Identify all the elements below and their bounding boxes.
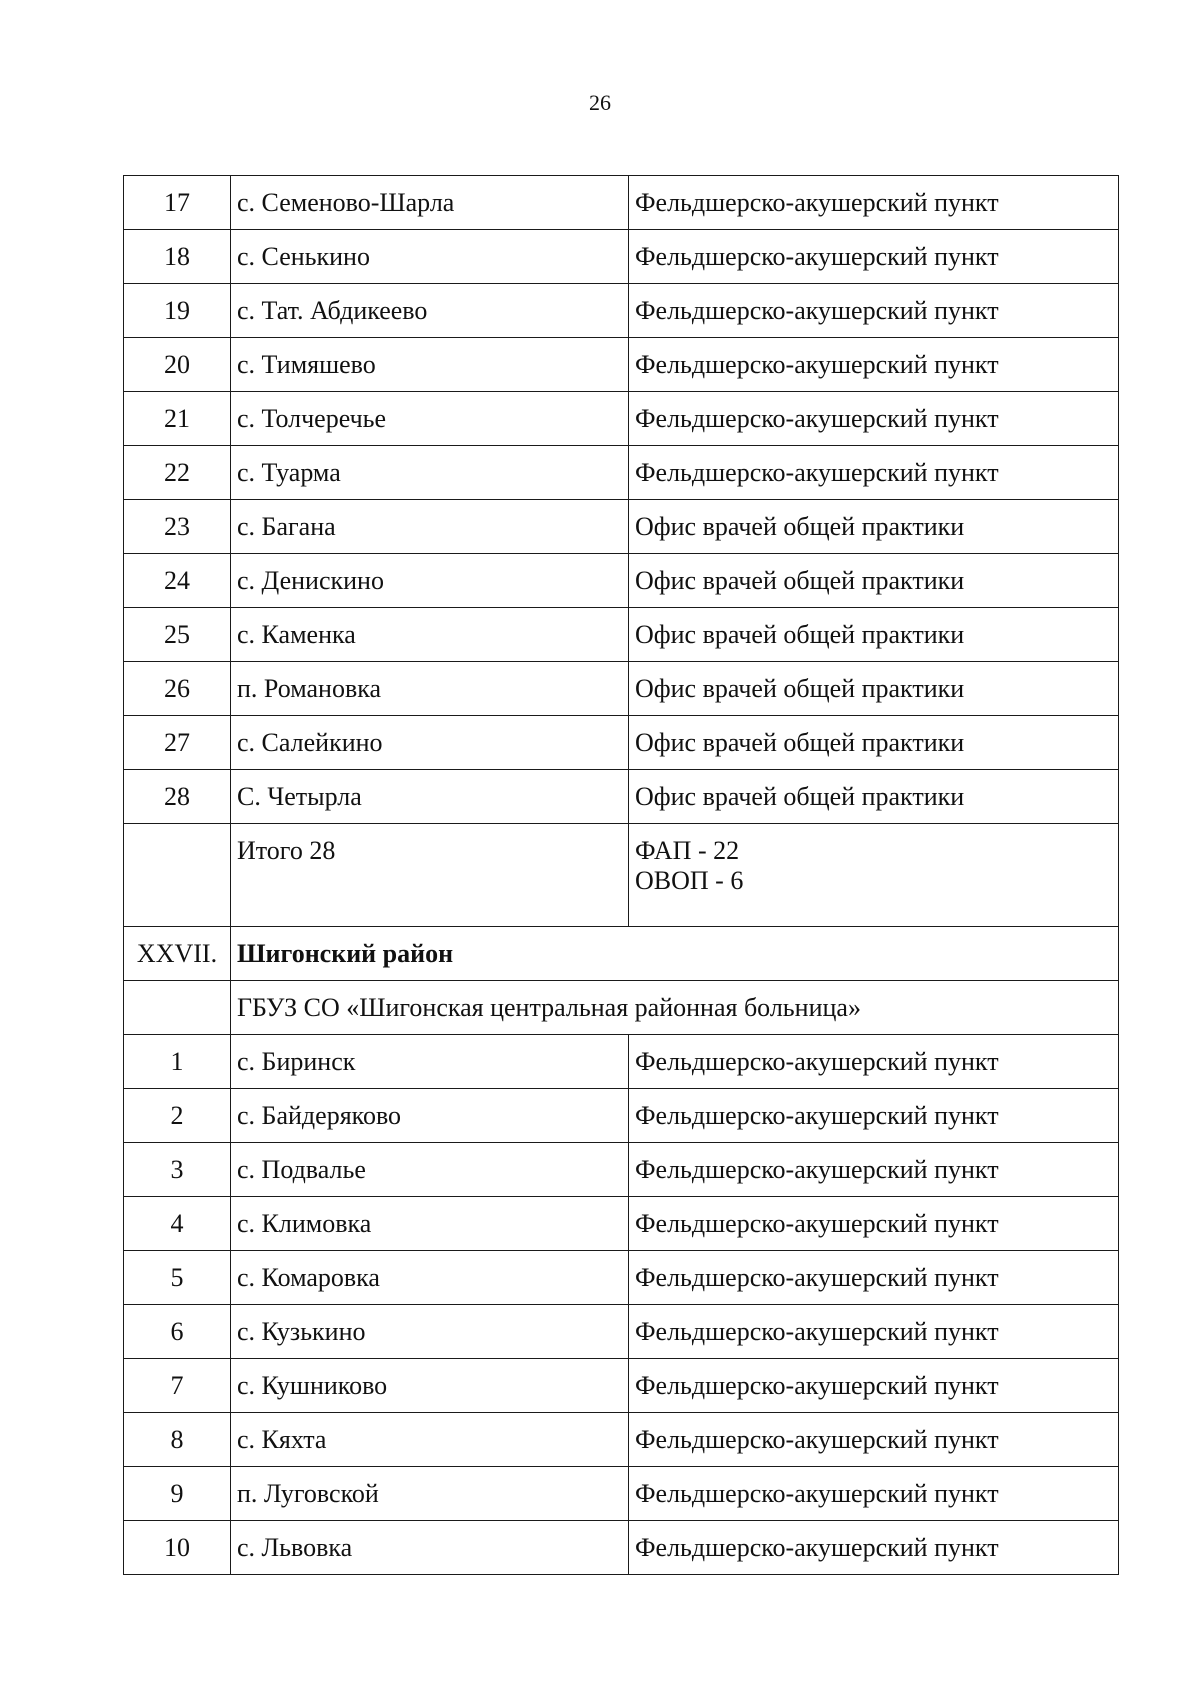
row-number: 8	[124, 1413, 231, 1467]
table-row	[124, 1035, 1119, 1089]
institution-row	[124, 981, 1119, 1035]
facilities-table	[123, 175, 1119, 1575]
facility-type: Офис врачей общей практики	[629, 770, 1119, 824]
total-empty-cell	[124, 824, 231, 927]
section-number: XXVII.	[124, 927, 231, 981]
section-header-row	[124, 927, 1119, 981]
facility-type: Фельдшерско-акушерский пункт	[629, 1143, 1119, 1197]
row-number: 10	[124, 1521, 231, 1575]
row-number: 6	[124, 1305, 231, 1359]
settlement-name: с. Кузькино	[231, 1305, 629, 1359]
table-row	[124, 1089, 1119, 1143]
facility-type: Фельдшерско-акушерский пункт	[629, 1089, 1119, 1143]
facility-type: Фельдшерско-акушерский пункт	[629, 1521, 1119, 1575]
row-number: 22	[124, 446, 231, 500]
total-fap-count: ФАП - 22	[635, 836, 740, 865]
total-ovop-count: ОВОП - 6	[635, 866, 744, 895]
facility-type: Фельдшерско-акушерский пункт	[629, 176, 1119, 230]
table-row	[124, 1197, 1119, 1251]
settlement-name: с. Толчеречье	[231, 392, 629, 446]
institution-name: ГБУЗ СО «Шигонская центральная районная больница»	[231, 981, 1119, 1035]
facility-type: Фельдшерско-акушерский пункт	[629, 392, 1119, 446]
table-row	[124, 1305, 1119, 1359]
settlement-name: с. Львовка	[231, 1521, 629, 1575]
facility-type: Фельдшерско-акушерский пункт	[629, 1305, 1119, 1359]
page-number: 26	[589, 90, 611, 115]
total-breakdown	[629, 824, 1119, 927]
facility-type: Фельдшерско-акушерский пункт	[629, 284, 1119, 338]
table-row	[124, 392, 1119, 446]
table-row	[124, 176, 1119, 230]
settlement-name: с. Багана	[231, 500, 629, 554]
row-number: 3	[124, 1143, 231, 1197]
facility-type: Офис врачей общей практики	[629, 554, 1119, 608]
settlement-name: с. Тимяшево	[231, 338, 629, 392]
settlement-name: с. Сенькино	[231, 230, 629, 284]
facility-type: Фельдшерско-акушерский пункт	[629, 1413, 1119, 1467]
table-row	[124, 770, 1119, 824]
settlement-name: с. Денискино	[231, 554, 629, 608]
row-number: 7	[124, 1359, 231, 1413]
facility-type: Фельдшерско-акушерский пункт	[629, 338, 1119, 392]
row-number: 27	[124, 716, 231, 770]
row-number: 26	[124, 662, 231, 716]
table-row	[124, 662, 1119, 716]
facility-type: Фельдшерско-акушерский пункт	[629, 1251, 1119, 1305]
facility-type: Фельдшерско-акушерский пункт	[629, 1197, 1119, 1251]
table-row	[124, 554, 1119, 608]
row-number: 2	[124, 1089, 231, 1143]
row-number: 21	[124, 392, 231, 446]
row-number: 24	[124, 554, 231, 608]
settlement-name: с. Байдеряково	[231, 1089, 629, 1143]
row-number: 20	[124, 338, 231, 392]
table-row	[124, 230, 1119, 284]
table-row	[124, 338, 1119, 392]
facility-type: Фельдшерско-акушерский пункт	[629, 446, 1119, 500]
table-row	[124, 284, 1119, 338]
settlement-name: с. Каменка	[231, 608, 629, 662]
settlement-name: с. Биринск	[231, 1035, 629, 1089]
settlement-name: с. Кяхта	[231, 1413, 629, 1467]
settlement-name: С. Четырла	[231, 770, 629, 824]
settlement-name: п. Романовка	[231, 662, 629, 716]
table-row	[124, 1467, 1119, 1521]
row-number: 5	[124, 1251, 231, 1305]
facility-type: Офис врачей общей практики	[629, 608, 1119, 662]
settlement-name: с. Туарма	[231, 446, 629, 500]
settlement-name: с. Салейкино	[231, 716, 629, 770]
facility-type: Офис врачей общей практики	[629, 500, 1119, 554]
settlement-name: п. Луговской	[231, 1467, 629, 1521]
facility-type: Фельдшерско-акушерский пункт	[629, 230, 1119, 284]
row-number: 4	[124, 1197, 231, 1251]
settlement-name: с. Комаровка	[231, 1251, 629, 1305]
facility-type: Офис врачей общей практики	[629, 662, 1119, 716]
facility-type: Фельдшерско-акушерский пункт	[629, 1467, 1119, 1521]
table-row	[124, 608, 1119, 662]
facility-type: Фельдшерско-акушерский пункт	[629, 1359, 1119, 1413]
table-row	[124, 500, 1119, 554]
total-row	[124, 824, 1119, 927]
settlement-name: с. Климовка	[231, 1197, 629, 1251]
row-number: 1	[124, 1035, 231, 1089]
table-row	[124, 716, 1119, 770]
table-row	[124, 446, 1119, 500]
row-number: 9	[124, 1467, 231, 1521]
settlement-name: с. Тат. Абдикеево	[231, 284, 629, 338]
facility-type: Фельдшерско-акушерский пункт	[629, 1035, 1119, 1089]
section-title: Шигонский район	[231, 927, 1119, 981]
row-number: 23	[124, 500, 231, 554]
table-row	[124, 1413, 1119, 1467]
row-number: 28	[124, 770, 231, 824]
settlement-name: с. Подвалье	[231, 1143, 629, 1197]
settlement-name: с. Кушниково	[231, 1359, 629, 1413]
row-number: 18	[124, 230, 231, 284]
total-label: Итого 28	[231, 824, 629, 927]
table-row	[124, 1251, 1119, 1305]
institution-empty-cell	[124, 981, 231, 1035]
table-row	[124, 1521, 1119, 1575]
row-number: 17	[124, 176, 231, 230]
row-number: 25	[124, 608, 231, 662]
facilities-table-body	[124, 176, 1119, 1575]
row-number: 19	[124, 284, 231, 338]
facility-type: Офис врачей общей практики	[629, 716, 1119, 770]
table-row	[124, 1143, 1119, 1197]
settlement-name: с. Семеново-Шарла	[231, 176, 629, 230]
table-row	[124, 1359, 1119, 1413]
